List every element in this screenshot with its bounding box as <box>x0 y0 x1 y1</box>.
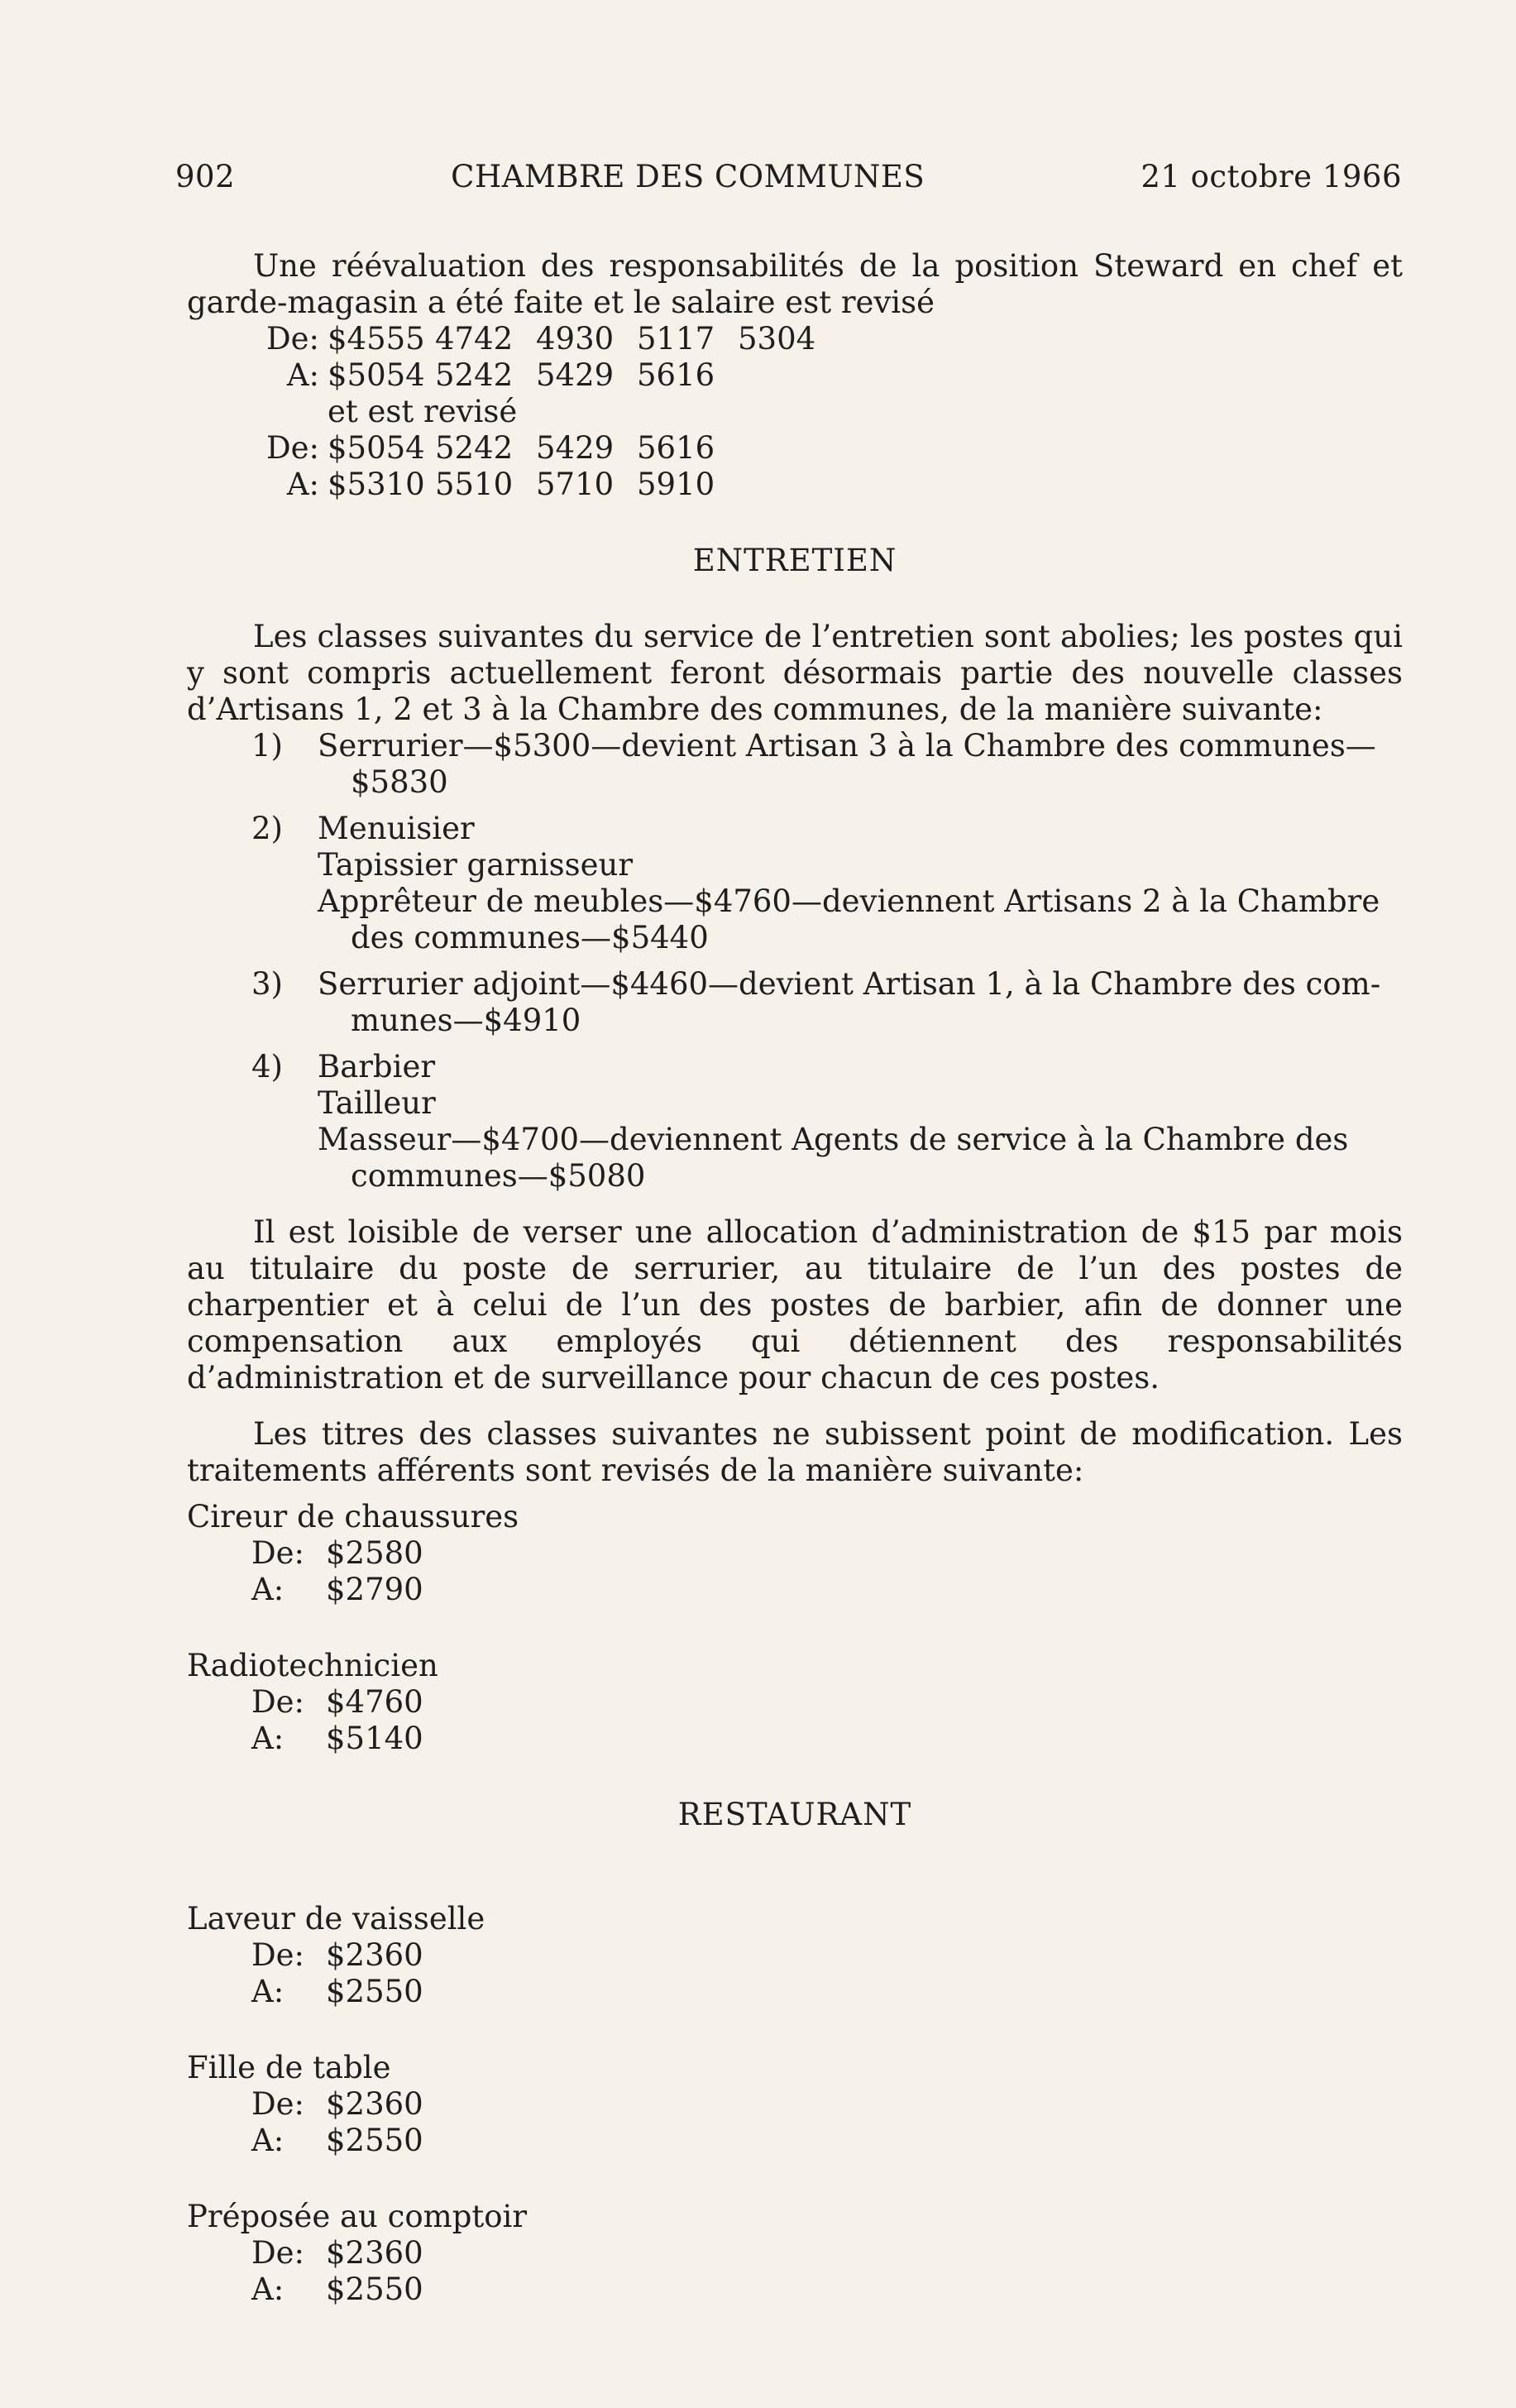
list-item <box>187 728 1403 801</box>
page-number: 902 <box>175 159 236 194</box>
list-number: 3) <box>251 966 283 1002</box>
entry-title: Radiotechnicien <box>187 1648 438 1683</box>
list-continuation: des communes—$5440 <box>351 920 709 955</box>
salary-value: 5910 <box>637 467 715 502</box>
salary-value: 4930 <box>536 321 615 357</box>
to-value: $5140 <box>326 1721 423 1756</box>
salary-value: $5054 <box>328 430 425 466</box>
from-label: De: <box>251 1937 305 1973</box>
salary-entry <box>187 1901 1403 2010</box>
list-number: 4) <box>251 1049 283 1084</box>
list-line: Masseur—$4700—deviennent Agents de service à la Chambre des <box>318 1122 1349 1157</box>
to-label: A: <box>251 1974 285 2009</box>
from-value: $2360 <box>326 2086 423 2122</box>
salary-entry <box>187 1648 1403 1757</box>
salary-value: 5242 <box>435 430 514 466</box>
list-continuation: communes—$5080 <box>351 1158 646 1194</box>
from-value: $2580 <box>326 1535 423 1571</box>
salary-value: 5429 <box>536 357 615 393</box>
entry-title: Préposée au comptoir <box>187 2199 528 2234</box>
salary-row-a-1 <box>187 357 1403 394</box>
from-value: $2360 <box>326 2235 423 2271</box>
row-label: De: <box>265 430 319 466</box>
salary-from <box>187 1684 1403 1721</box>
salary-from <box>187 2235 1403 2272</box>
salary-from <box>187 1535 1403 1572</box>
salary-value: 5510 <box>435 467 514 502</box>
salary-value: 5117 <box>637 321 715 357</box>
list-number: 1) <box>251 728 283 764</box>
salary-value: 5304 <box>738 321 816 357</box>
to-label: A: <box>251 1721 285 1756</box>
salary-value: $5310 <box>328 467 425 502</box>
entry-title: Laveur de vaisselle <box>187 1901 485 1936</box>
salary-entry <box>187 1499 1403 1608</box>
entretien-paragraph: Les classes suivantes du service de l’entretien sont abolies; les postes qui y sont compris actuellement feront désormais partie des nouvelle classes d’Artisans 1, 2 et 3 à la Chambre des communes, de la manière suivante: <box>187 619 1403 727</box>
list-line: Tailleur <box>318 1085 436 1121</box>
salary-entry <box>187 2050 1403 2159</box>
list-line: Serrurier—$5300—devient Artisan 3 à la Chambre des communes— <box>318 728 1376 764</box>
intro-paragraph: Une réévaluation des responsabilités de la position Steward en chef et garde-magasin a été faite et le salaire est revisé <box>187 248 1403 320</box>
salary-row-de-1 <box>187 321 1403 357</box>
list-item <box>187 811 1403 956</box>
salary-value: 4742 <box>435 321 514 357</box>
running-title: CHAMBRE DES COMMUNES <box>451 159 925 194</box>
salary-value: 5616 <box>637 430 715 466</box>
salary-to <box>187 1572 1403 1608</box>
salary-value: $5054 <box>328 357 425 393</box>
to-value: $2550 <box>326 2123 423 2158</box>
salary-entry <box>187 2199 1403 2308</box>
row-label: De: <box>265 321 319 357</box>
salary-row-a-2 <box>187 467 1403 503</box>
section-title-restaurant: RESTAURANT <box>677 1797 912 1832</box>
row-label: A: <box>286 467 319 502</box>
section-title-entretien: ENTRETIEN <box>692 543 897 578</box>
list-continuation: $5830 <box>351 764 448 800</box>
row-label: A: <box>286 357 319 393</box>
to-value: $2790 <box>326 1572 423 1607</box>
page-body <box>187 248 1403 2308</box>
salary-value: 5429 <box>536 430 615 466</box>
list-continuation: munes—$4910 <box>351 1003 581 1038</box>
to-value: $2550 <box>326 2272 423 2307</box>
list-line: Tapissier garnisseur <box>318 847 634 883</box>
salary-to <box>187 1974 1403 2010</box>
from-value: $2360 <box>326 1937 423 1973</box>
page-date: 21 octobre 1966 <box>1141 159 1402 194</box>
to-label: A: <box>251 2123 285 2158</box>
entry-title: Cireur de chaussures <box>187 1499 519 1534</box>
salary-value: $4555 <box>328 321 425 357</box>
revision-paragraph: Les titres des classes suivantes ne subissent point de modification. Les traitements afférents sont revisés de la manière suivante: <box>187 1416 1403 1488</box>
list-item <box>187 1049 1403 1194</box>
from-label: De: <box>251 2235 305 2271</box>
entry-title: Fille de table <box>187 2050 391 2085</box>
salary-value: 5616 <box>637 357 715 393</box>
list-line: Menuisier <box>318 811 475 846</box>
from-label: De: <box>251 1684 305 1720</box>
salary-value: 5710 <box>536 467 615 502</box>
allocation-paragraph: Il est loisible de verser une allocation d’administration de $15 par mois au titulaire du poste de serrurier, au titulaire de l’un des postes de charpentier et à celui de l’un des postes de barbier, afin de donner une compensation aux employés qui détiennent des responsabilités d’administration et de surveillance pour chacun de ces postes. <box>187 1214 1403 1395</box>
list-line: Barbier <box>318 1049 436 1084</box>
from-label: De: <box>251 1535 305 1571</box>
list-line: Apprêteur de meubles—$4760—deviennent Artisans 2 à la Chambre <box>318 883 1380 919</box>
revision-note: et est revisé <box>328 394 518 429</box>
salary-value: 5242 <box>435 357 514 393</box>
list-number: 2) <box>251 811 283 846</box>
from-value: $4760 <box>326 1684 423 1720</box>
salary-from <box>187 1937 1403 1974</box>
page-header <box>175 159 1402 194</box>
from-label: De: <box>251 2086 305 2122</box>
salary-to <box>187 1721 1403 1757</box>
salary-to <box>187 2123 1403 2159</box>
salary-row-de-2 <box>187 430 1403 467</box>
to-label: A: <box>251 1572 285 1607</box>
to-label: A: <box>251 2272 285 2307</box>
salary-to <box>187 2272 1403 2308</box>
to-value: $2550 <box>326 1974 423 2009</box>
list-line: Serrurier adjoint—$4460—devient Artisan 1, à la Chambre des com- <box>318 966 1381 1002</box>
salary-from <box>187 2086 1403 2123</box>
list-item <box>187 966 1403 1039</box>
